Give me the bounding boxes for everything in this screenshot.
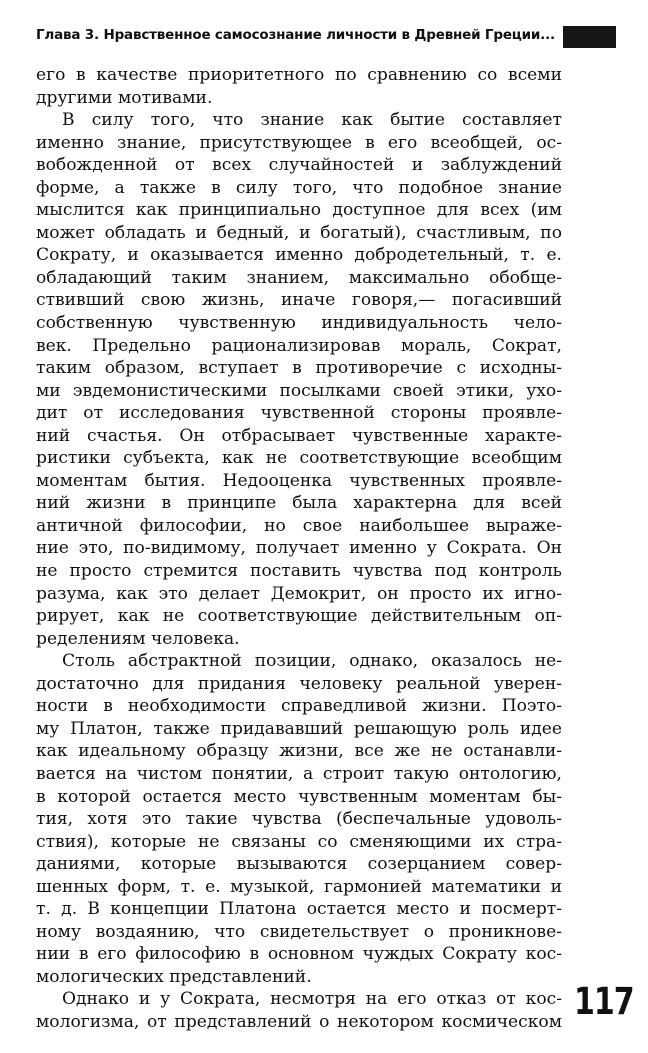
text-line: ний жизни в принципе была характерна для всей [36, 493, 562, 514]
text-line: мологических представлений. [36, 966, 312, 987]
body-text [36, 64, 562, 1034]
text-line: Сократу, и оказывается именно добродетельный, т. е. [36, 245, 562, 266]
text-line: ределениям человека. [36, 628, 240, 649]
running-header [36, 26, 616, 48]
text-line: ми эвдемонистическими посылками своей этики, ухо- [36, 380, 562, 401]
text-line: собственную чувственную индивидуальность чело- [36, 313, 562, 334]
text-line: шенных форм, т. е. музыкой, гармонией математики и [36, 876, 562, 897]
text-line: дит от исследования чувственной стороны проявле- [36, 403, 562, 424]
header-bar-decoration [563, 26, 616, 48]
paragraph-first-line: Столь абстрактной позиции, однако, оказалось не- [62, 651, 562, 672]
text-line: ствия), которые не связаны со сменяющими их стра- [36, 831, 562, 852]
text-line: ний счастья. Он отбрасывает чувственные характе- [36, 425, 562, 446]
text-line: в которой остается место чувственным моментам бы- [36, 786, 562, 807]
text-line: достаточно для придания человеку реальной уверен- [36, 673, 562, 694]
paragraph-first-line: В силу того, что знание как бытие составляет [62, 110, 562, 131]
text-line: му Платон, также придававший решающую роль идее [36, 718, 562, 739]
text-line: ние это, по-видимому, получает именно у Сократа. Он [36, 538, 562, 559]
text-line: ному воздаянию, что свидетельствует о проникнове- [36, 921, 562, 942]
text-line: ристики субъекта, как не соответствующие всеобщим [36, 448, 562, 469]
text-line: рирует, как не соответствующие действительным оп- [36, 606, 562, 627]
text-line: вается на чистом понятии, а строит такую онтологию, [36, 763, 562, 784]
text-line: тия, хотя это такие чувства (беспечальные удоволь- [36, 809, 562, 830]
text-line: как идеальному образцу жизни, все же не останавли- [36, 741, 562, 762]
text-line: другими мотивами. [36, 87, 213, 108]
text-line: моментам бытия. Недооценка чувственных проявле- [36, 470, 562, 491]
text-line: таким образом, вступает в противоречие с исходны- [36, 358, 562, 379]
text-line: разума, как это делает Демокрит, он просто их игно- [36, 583, 562, 604]
text-line: нии в его философию в основном чуждых Сократу кос- [36, 944, 562, 965]
text-line: не просто стремится поставить чувства под контроль [36, 561, 562, 582]
text-line: ствивший свою жизнь, иначе говоря,— погасивший [36, 290, 562, 311]
text-line: ности в необходимости справедливой жизни. Поэто- [36, 696, 562, 717]
text-line: античной философии, но свое наибольшее выраже- [36, 515, 562, 536]
text-line: т. д. В концепции Платона остается место и посмерт- [36, 899, 562, 920]
text-line: век. Предельно рационализировав мораль, Сократ, [36, 335, 562, 356]
paragraph-first-line: Однако и у Сократа, несмотря на его отказ от кос- [62, 989, 562, 1010]
page-number: 117 [574, 980, 634, 1024]
text-line: даниями, которые вызываются созерцанием совер- [36, 854, 562, 875]
chapter-title: Глава 3. Нравственное самосознание личности в Древней Греции... [36, 27, 555, 43]
text-line: форме, а также в силу того, что подобное знание [36, 177, 562, 198]
text-line: его в качестве приоритетного по сравнению со всеми [36, 65, 562, 85]
text-line: мологизма, от представлений о некотором космическом [36, 1011, 562, 1032]
text-line: вобожденной от всех случайностей и заблуждений [36, 155, 562, 176]
text-line: обладающий таким знанием, максимально обобще- [36, 267, 562, 288]
text-line: может обладать и бедный, и богатый), счастливым, по [36, 222, 562, 243]
text-line: мыслится как принципиально доступное для всех (им [36, 200, 562, 221]
text-line: именно знание, присутствующее в его всеобщей, ос- [36, 132, 562, 153]
